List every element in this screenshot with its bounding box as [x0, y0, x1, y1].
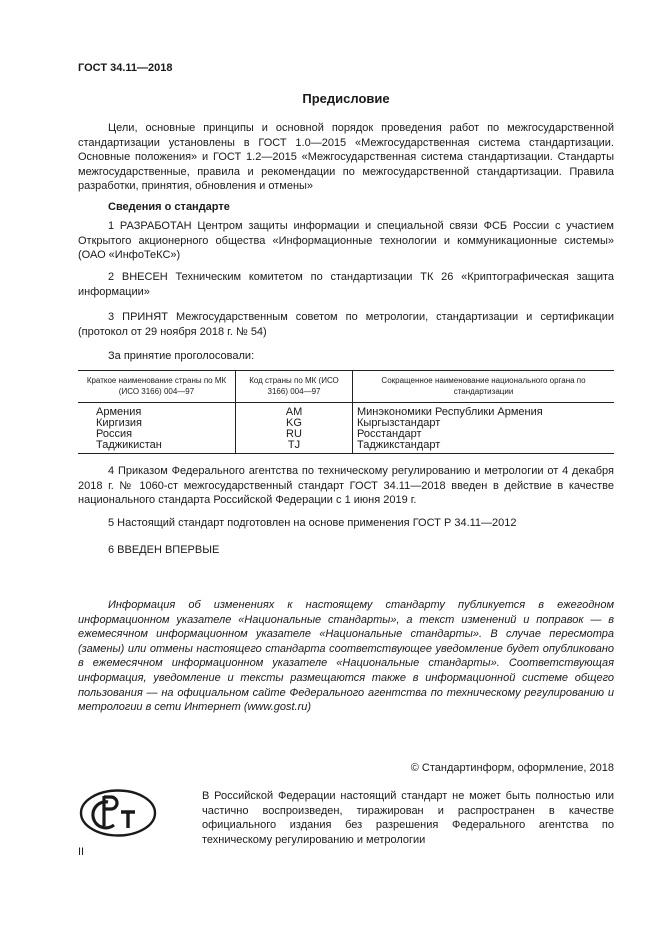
header-country-code: Код страны по МК (ИСО 3166) 004—97: [236, 371, 353, 403]
copyright-notice: © Стандартинформ, оформление, 2018: [410, 762, 614, 774]
header-country-name: Краткое наименование страны по МК (ИСО 3166) 004—97: [78, 371, 236, 403]
voted-label: За принятие проголосовали:: [108, 350, 255, 362]
country-code-cell: TJ: [236, 440, 353, 454]
about-standard-heading: Сведения о стандарте: [108, 201, 230, 213]
item-based-on: 5 Настоящий стандарт подготовлен на основе применения ГОСТ Р 34.11—2012: [108, 517, 517, 529]
standards-body-cell: Минэкономики Республики Армения: [353, 403, 615, 419]
table-header-row: [78, 371, 614, 403]
country-name-cell: Россия: [96, 428, 133, 440]
table-row: [78, 418, 614, 429]
item-adopted: 3 ПРИНЯТ Межгосударственным советом по метрологии, стандартизации и сертификации (протокол от 29 ноября 2018 г. № 54): [78, 311, 614, 338]
country-code-cell: AM: [236, 403, 353, 419]
table-row: [78, 403, 614, 419]
page-number: II: [78, 846, 85, 858]
standards-body-cell: Таджикстандарт: [353, 440, 615, 454]
header-standards-body: Сокращенное наименование национального органа по стандартизации: [353, 371, 615, 403]
standards-body-cell: Росстандарт: [353, 429, 615, 440]
item-introduced-first: 6 ВВЕДЕН ВПЕРВЫЕ: [108, 544, 220, 556]
intro-paragraph: Цели, основные принципы и основной порядок проведения работ по межгосударственной стандартизации установлены в ГОСТ 1.0—2015 «Межгосударственная система стандартизации. Основные положения» и ГОСТ 1.2—2015 «Межгосударственная система стандартизации. Стандарты межгосударственные, правила и рекомендации по межгосударственной стандартизации. Правила разработки, принятия, обновления и отмены»: [78, 122, 614, 193]
country-code-cell: RU: [236, 429, 353, 440]
item-developed: 1 РАЗРАБОТАН Центром защиты информации и специальной связи ФСБ России с участием Открытого акционерного общества «Информационные технологии и коммуникационные системы» (ОАО «ИнфоТеКС»): [78, 220, 614, 262]
standards-body-cell: Кыргызстандарт: [353, 418, 615, 429]
country-name-cell: Армения: [96, 406, 142, 418]
changes-info-notice: Информация об изменениях к настоящему стандарту публикуется в ежегодном информационном указателе «Национальные стандарты», а текст изменений и поправок — в ежемесячном информационном указателе «Национальные стандарты». В случае пересмотра (замены) или отмены настоящего стандарта соответствующее уведомление будет опубликовано в ежемесячном информационном указателе «Национальные стандарты». Соответствующая информация, уведомление и тексты размещаются также в информационной системе общего пользования — на официальном сайте Федерального агентства по техническому регулированию и метрологии в сети Интернет (www.gost.ru): [78, 599, 614, 714]
country-name-cell: Киргизия: [96, 417, 142, 429]
page-title: Предисловие: [302, 91, 390, 106]
item-submitted: 2 ВНЕСЕН Техническим комитетом по стандартизации ТК 26 «Криптографическая защита информации»: [78, 271, 614, 298]
reproduction-rights-notice: В Российской Федерации настоящий стандарт не может быть полностью или частично воспроизведен, тиражирован и распространен в качестве официального издания без разрешения Федерального агентства по техническому регулированию и метрологии: [202, 790, 614, 846]
table-row: [78, 440, 614, 454]
rst-logo-icon: [78, 788, 158, 838]
item-enacted: 4 Приказом Федерального агентства по техническому регулированию и метрологии от 4 декабря 2018 г. № 1060-ст межгосударственный стандарт ГОСТ 34.11—2018 введен в действие в качестве национального стандарта Российской Федерации с 1 июня 2019 г.: [78, 465, 614, 507]
voting-table: [78, 370, 614, 454]
country-name-cell: Таджикистан: [78, 440, 236, 454]
standard-code: ГОСТ 34.11—2018: [78, 62, 173, 74]
country-code-cell: KG: [236, 418, 353, 429]
rst-logo-graphic: [78, 788, 158, 838]
